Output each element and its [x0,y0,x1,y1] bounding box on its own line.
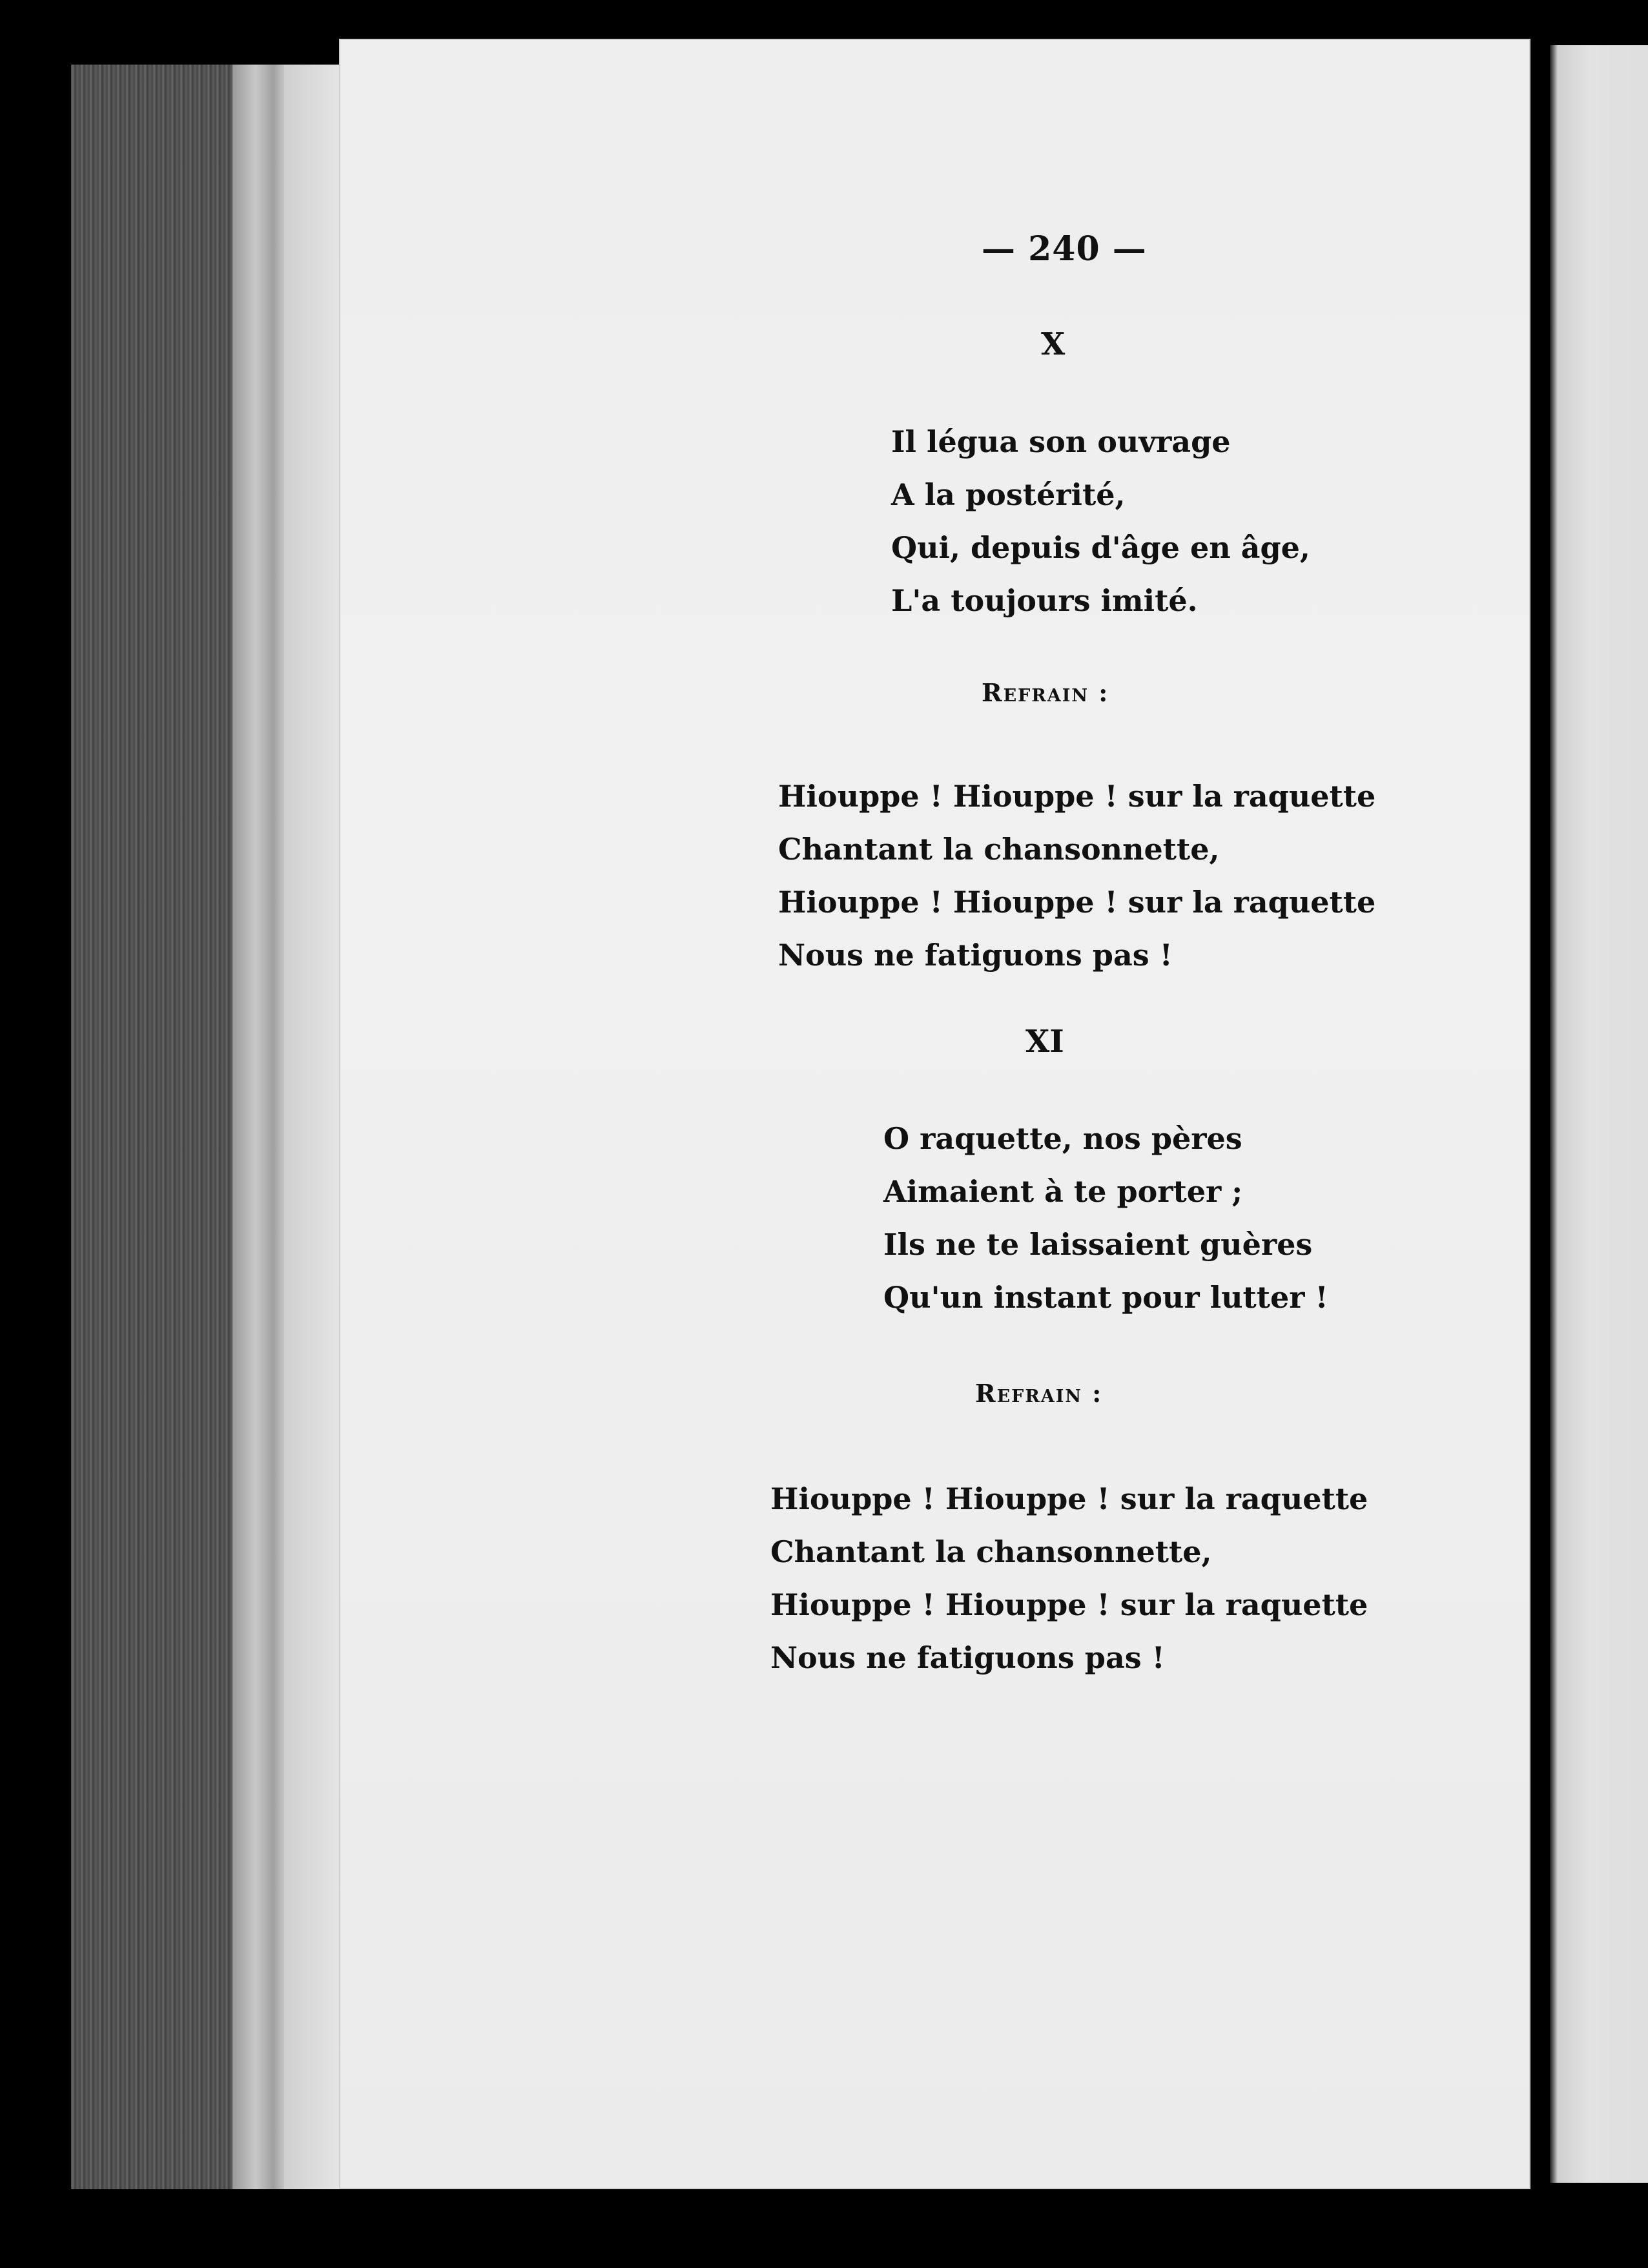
verse-line: Hiouppe ! Hiouppe ! sur la raquette [770,1587,1368,1622]
verse-line: Hiouppe ! Hiouppe ! sur la raquette [778,885,1376,920]
verse-line: Nous ne fatiguons pas ! [770,1640,1165,1675]
verse-line: Nous ne fatiguons pas ! [778,938,1173,973]
verse-line: Il légua son ouvrage [891,424,1231,459]
verse-line: A la postérité, [891,477,1126,512]
verse-line: Chantant la chansonnette, [770,1534,1212,1569]
page-edge-inner [284,65,342,2189]
stanza-number: XI [1025,1024,1064,1060]
refrain-lines [770,1472,1368,1684]
refrain-label: Refrain : [982,678,1109,707]
refrain-lines [778,770,1375,982]
verse-line: Qu'un instant pour lutter ! [883,1280,1328,1315]
verse-line: Qui, depuis d'âge en âge, [891,530,1310,565]
adjacent-page-strip [1550,45,1648,2183]
verse-line: Chantant la chansonnette, [778,832,1220,867]
page-gutter [1530,39,1550,2189]
verse-line: O raquette, nos pères [883,1121,1242,1156]
verse-line: Hiouppe ! Hiouppe ! sur la raquette [778,779,1376,814]
stanza-lines [891,415,1310,627]
verse-line: Ils ne te laissaient guères [883,1227,1313,1262]
verse-line: L'a toujours imité. [891,583,1198,618]
stanza-number: X [1041,326,1066,362]
verse-line: Hiouppe ! Hiouppe ! sur la raquette [770,1481,1368,1516]
stanza-lines [883,1112,1328,1324]
page-number: — 240 — [982,229,1147,269]
refrain-label: Refrain : [975,1379,1103,1408]
page-edge-highlight [232,65,291,2189]
verse-line: Aimaient à te porter ; [883,1174,1243,1209]
